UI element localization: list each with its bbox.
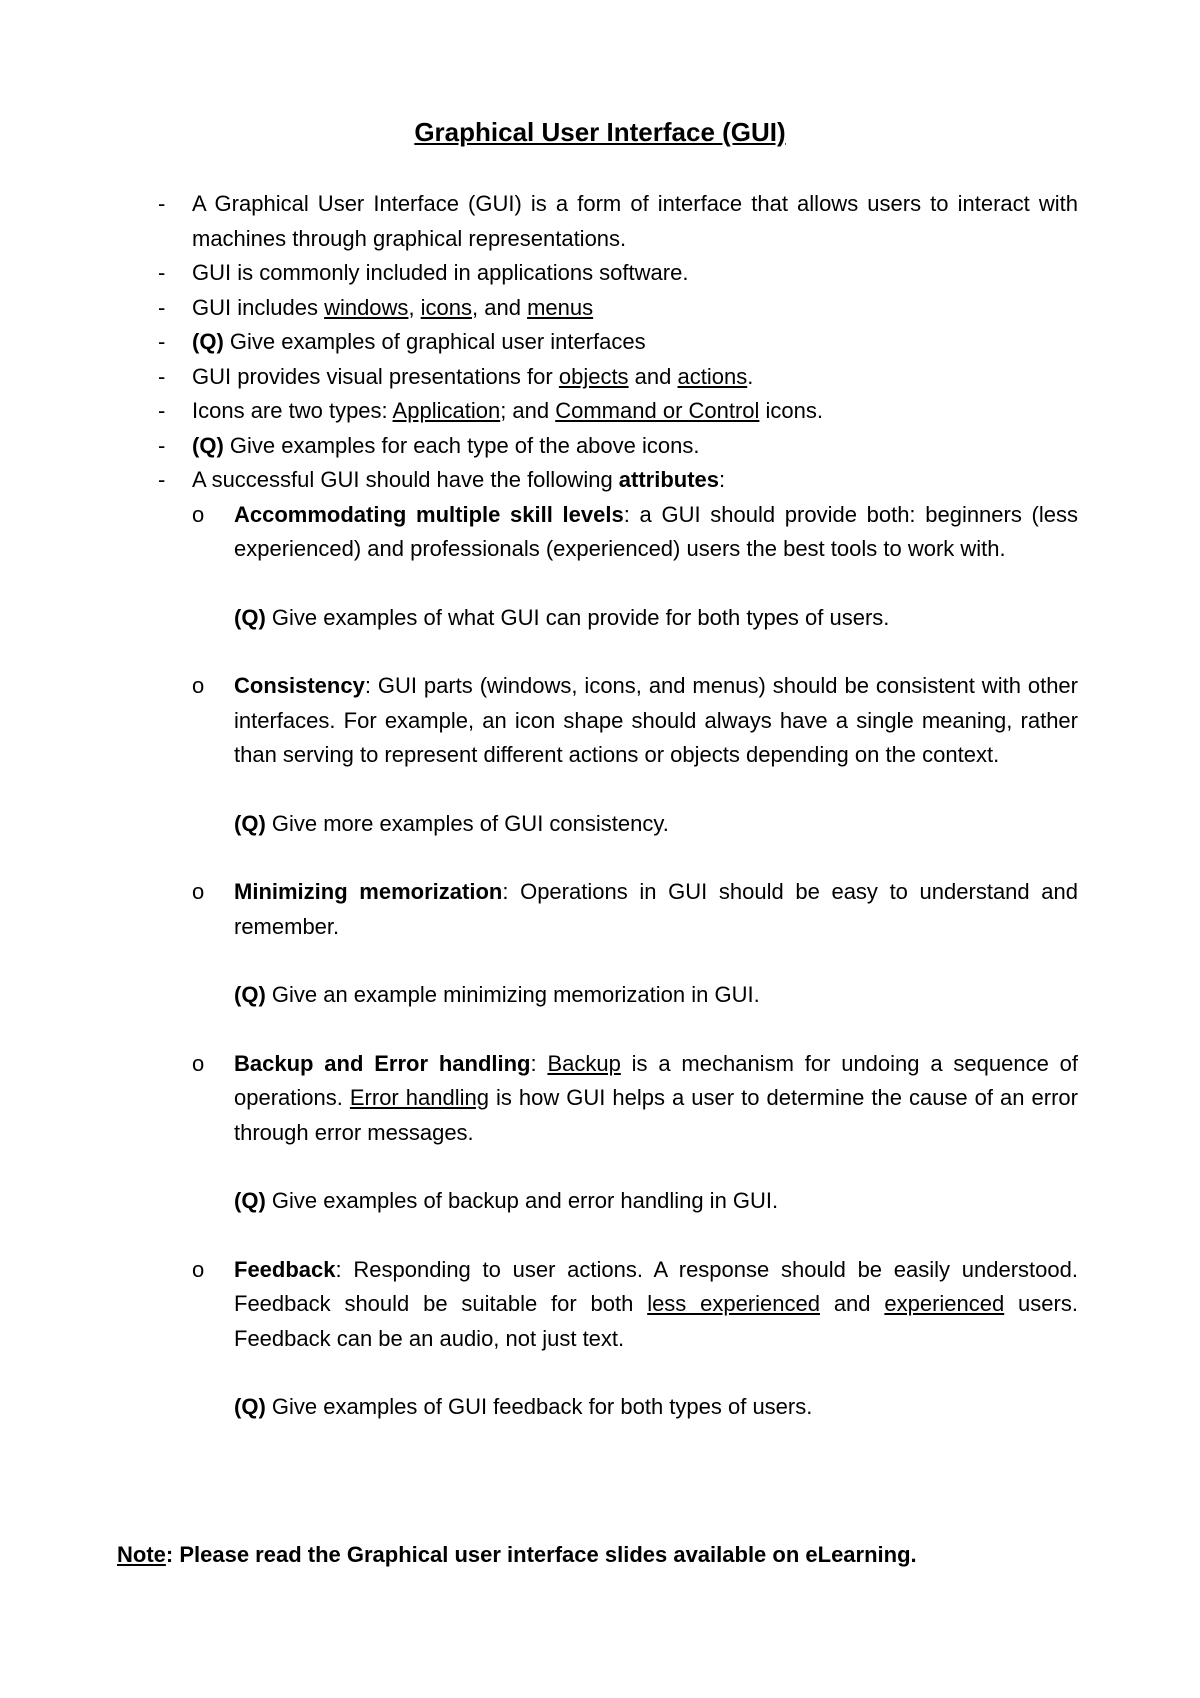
underlined-term: Backup (547, 1050, 621, 1076)
text-segment: GUI includes (192, 294, 325, 320)
note-label: Note (117, 1542, 166, 1567)
main-bullet-list (158, 187, 1078, 1425)
text-segment: is how GUI helps a user to determine the cause of an error through error messages. (234, 1085, 1078, 1145)
question-text: Give an example minimizing memorization in GUI. (265, 982, 760, 1007)
question-line (234, 1390, 1078, 1425)
dash-bullet: - (158, 432, 166, 458)
attribute-text: : GUI parts (windows, icons, and menus) should be consistent with other interfaces. For example, an icon shape should always have a single meaning, rather than serving to represent different actions or objects depending on the context. (234, 673, 1078, 767)
text-segment: : (530, 1050, 548, 1076)
underlined-term: Error handling (349, 1085, 489, 1110)
attribute-item (192, 498, 1078, 670)
text-segment: and (628, 363, 678, 389)
underlined-term: less experienced (647, 1291, 820, 1316)
circle-bullet: o (192, 879, 205, 904)
dash-bullet: - (158, 294, 166, 320)
question-label: (Q) (192, 432, 224, 458)
question-label: (Q) (234, 1188, 266, 1213)
dash-bullet: - (158, 191, 166, 216)
attribute-item (192, 1253, 1078, 1425)
attribute-term: Backup and Error handling (234, 1050, 531, 1076)
list-item (158, 291, 1078, 326)
text-segment: icons. (759, 398, 824, 423)
text-segment: A successful GUI should have the following (192, 467, 619, 492)
text-segment: and (820, 1291, 885, 1316)
question-text: Give examples for each type of the above icons. (223, 432, 700, 458)
circle-bullet: o (192, 1256, 205, 1282)
question-text: Give examples of what GUI can provide for both types of users. (265, 604, 890, 630)
text-segment: is a mechanism for undoing a sequence of operations. (234, 1050, 1078, 1110)
question-text: Give more examples of GUI consistency. (265, 810, 669, 836)
dash-bullet: - (158, 398, 166, 423)
circle-bullet: o (192, 673, 205, 698)
list-item (158, 360, 1078, 395)
attribute-term: Accommodating multiple skill levels (234, 501, 624, 527)
text-segment: : (719, 467, 726, 492)
note-text: : Please read the Graphical user interface slides available on eLearning. (165, 1542, 917, 1567)
question-line (234, 1184, 1078, 1219)
underlined-term: experienced (884, 1291, 1005, 1316)
text-segment: : Responding to user actions. A response should be easily understood. Feedback should be suitable for both (234, 1256, 1078, 1316)
text-segment: . (747, 363, 754, 389)
question-label: (Q) (192, 329, 224, 354)
question-line (234, 978, 1078, 1013)
attribute-term: Consistency (234, 673, 365, 698)
list-item (158, 463, 1078, 1425)
question-text: Give examples of graphical user interfaces (223, 329, 646, 354)
list-item (158, 325, 1078, 360)
question-text: Give examples of backup and error handling in GUI. (265, 1188, 779, 1213)
underlined-term: Command or Control (555, 398, 760, 423)
question-label: (Q) (234, 604, 266, 630)
dash-bullet: - (158, 260, 166, 285)
list-item (158, 394, 1078, 429)
question-label: (Q) (234, 810, 266, 836)
dash-bullet: - (158, 363, 166, 389)
attributes-list (192, 498, 1078, 1425)
attribute-item (192, 875, 1078, 1047)
attribute-term: Feedback (234, 1256, 336, 1282)
question-label: (Q) (234, 1394, 266, 1419)
dash-bullet: - (158, 467, 166, 492)
attribute-item (192, 669, 1078, 875)
page-title: Graphical User Interface (GUI) (414, 117, 786, 147)
attribute-text: : a GUI should provide both: beginners (less experienced) and professionals (experienced) users the best tools to work with. (234, 501, 1078, 561)
circle-bullet: o (192, 1050, 205, 1076)
note-line (117, 1537, 1117, 1573)
underlined-term: actions (677, 363, 748, 389)
underlined-term: icons (420, 294, 473, 320)
question-line (234, 601, 1078, 636)
list-item (158, 187, 1078, 256)
underlined-term: menus (527, 294, 594, 320)
underlined-term: Application (392, 398, 501, 423)
text-segment: Icons are two types: (192, 398, 393, 423)
attribute-item (192, 1047, 1078, 1253)
dash-bullet: - (158, 329, 166, 354)
circle-bullet: o (192, 501, 205, 527)
text-segment: GUI provides visual presentations for (192, 363, 559, 389)
list-item-text: A Graphical User Interface (GUI) is a form of interface that allows users to interact with machines through graphical representations. (192, 191, 1078, 251)
bold-term: attributes (618, 467, 720, 492)
text-segment: ; and (500, 398, 556, 423)
question-text: Give examples of GUI feedback for both types of users. (265, 1394, 813, 1419)
text-segment: , (408, 294, 421, 320)
underlined-term: objects (558, 363, 629, 389)
list-item (158, 429, 1078, 464)
attribute-text: : Operations in GUI should be easy to understand and remember. (234, 879, 1078, 939)
question-line (234, 807, 1078, 842)
attribute-term: Minimizing memorization (234, 879, 503, 904)
underlined-term: windows (324, 294, 409, 320)
text-segment: users. Feedback can be an audio, not just text. (234, 1291, 1078, 1351)
text-segment: , and (472, 294, 528, 320)
list-item (158, 256, 1078, 291)
question-label: (Q) (234, 982, 266, 1007)
list-item-text: GUI is commonly included in applications software. (192, 260, 689, 285)
